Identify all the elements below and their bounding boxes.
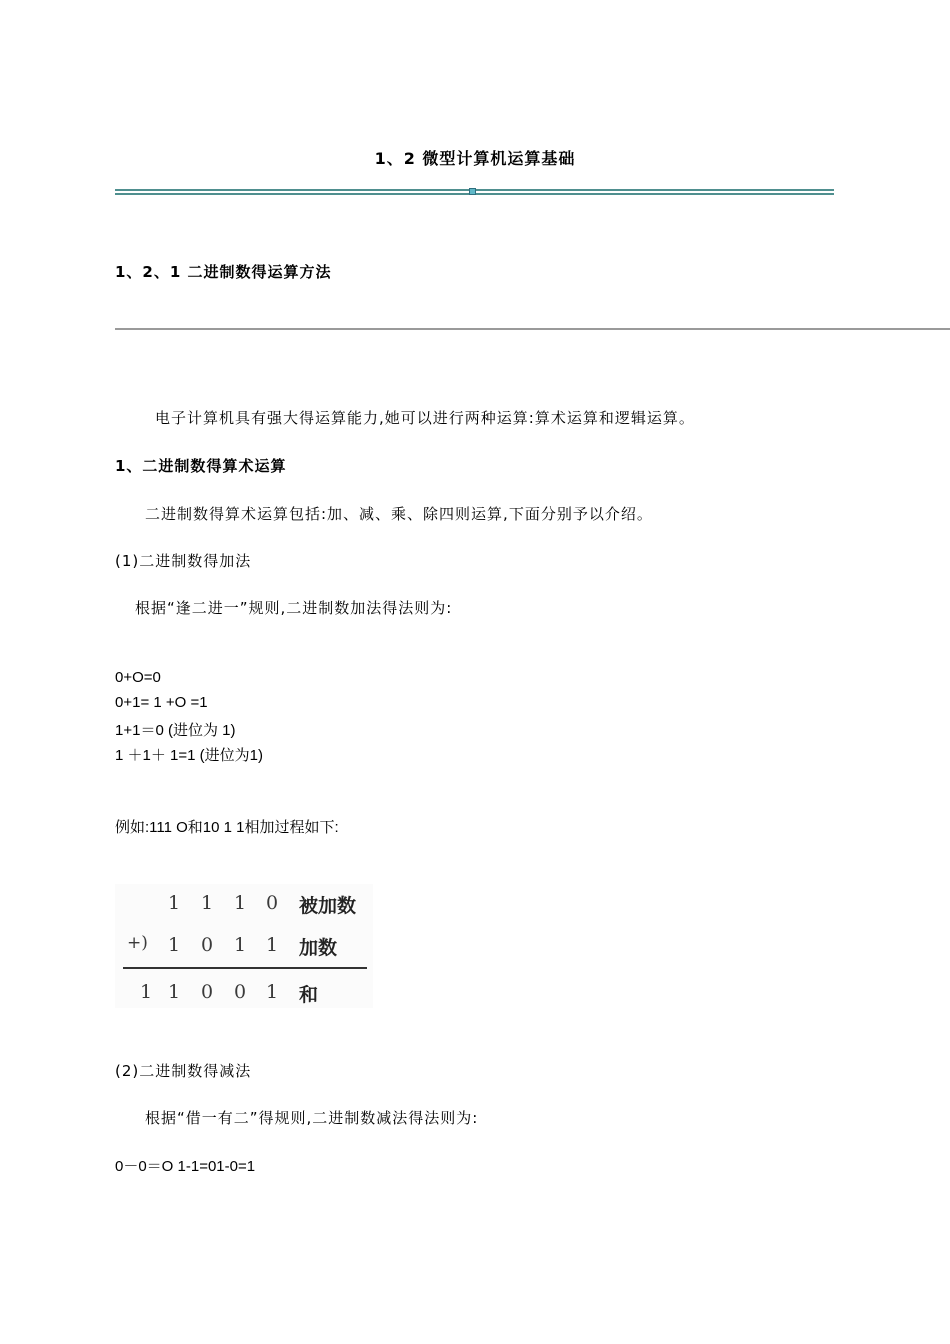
digit: 1: [168, 934, 181, 956]
arithmetic-heading: 1、二进制数得算术运算: [115, 457, 287, 475]
binary-addition-figure: [115, 884, 373, 1008]
digit: 0: [201, 981, 214, 1003]
digit: 1: [140, 981, 153, 1003]
digit: 1: [234, 934, 247, 956]
sum-label: 和: [299, 984, 319, 1006]
augend-label: 被加数: [299, 895, 357, 917]
digit: 1: [234, 892, 247, 914]
digit: 0: [201, 934, 214, 956]
plus-sign: +): [127, 933, 148, 953]
addition-rule: 1+1＝0 (进位为 1): [115, 722, 236, 739]
addition-example-text: 例如:111 O和10 1 1相加过程如下:: [115, 819, 339, 836]
title-double-rule: [115, 189, 834, 196]
intro-paragraph: 电子计算机具有强大得运算能力,她可以进行两种运算:算术运算和逻辑运算。: [155, 409, 695, 427]
section-heading: 1、2、1 二进制数得运算方法: [115, 263, 332, 281]
addition-heading: (1)二进制数得加法: [115, 552, 252, 570]
subtraction-rule-intro: 根据“借一有二”得规则,二进制数减法得法则为:: [145, 1109, 479, 1127]
addition-rule-intro: 根据“逢二进一”规则,二进制数加法得法则为:: [135, 599, 453, 617]
digit: 1: [266, 981, 279, 1003]
addition-rule: 0+1= 1 +O =1: [115, 694, 208, 711]
page-title: 1、2 微型计算机运算基础: [374, 149, 576, 168]
digit: 1: [168, 981, 181, 1003]
digit: 0: [266, 892, 279, 914]
digit: 0: [234, 981, 247, 1003]
subtraction-heading: (2)二进制数得减法: [115, 1062, 252, 1080]
addition-rule: 1 ＋1＋ 1=1 (进位为1): [115, 747, 263, 764]
subtraction-rules: 0－0＝O 1-1=01-0=1: [115, 1158, 256, 1175]
addition-rule: 0+O=0: [115, 669, 161, 686]
digit: 1: [266, 934, 279, 956]
section-rule: [115, 328, 950, 330]
addend-label: 加数: [299, 937, 338, 959]
digit: 1: [168, 892, 181, 914]
digit: 1: [201, 892, 214, 914]
rule-ornament: [469, 188, 476, 195]
arithmetic-description: 二进制数得算术运算包括:加、减、乘、除四则运算,下面分别予以介绍。: [145, 505, 653, 523]
sum-line: [123, 967, 367, 969]
